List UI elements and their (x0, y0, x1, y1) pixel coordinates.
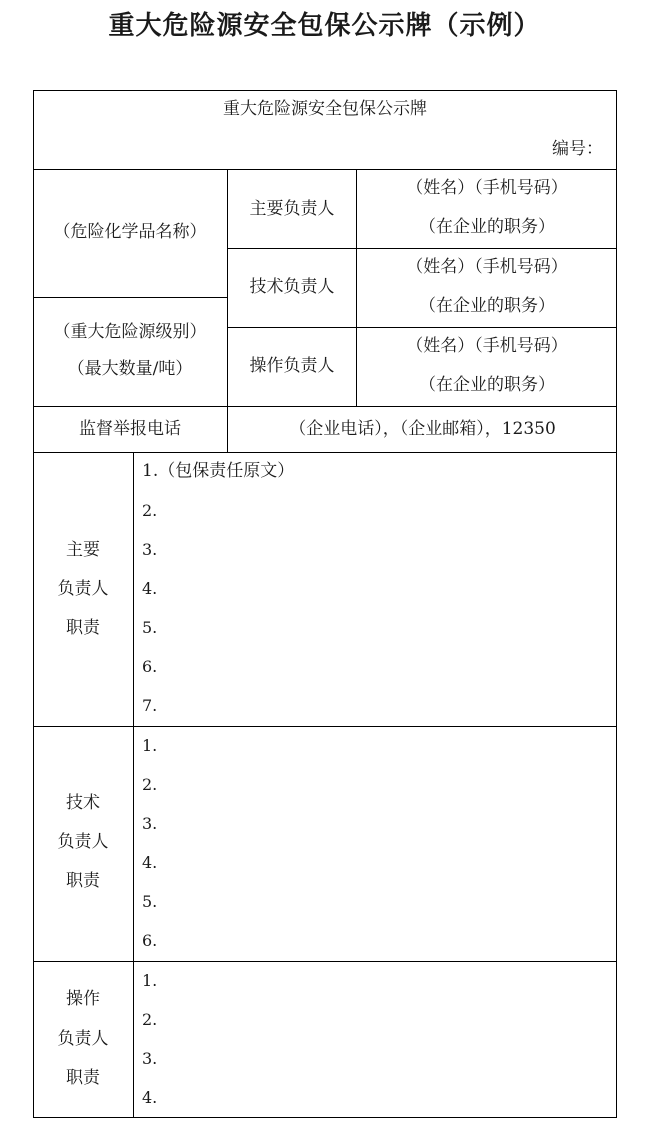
duty-item: 3. (142, 814, 158, 833)
duty-item: 1. (142, 736, 158, 755)
duty-label-line: 职责 (66, 1068, 100, 1088)
duty-item: 7. (142, 696, 158, 715)
duty-item: 4. (142, 1088, 158, 1107)
duty-label-line: 操作 (66, 989, 100, 1009)
duty-item: 3. (142, 540, 158, 559)
chemical-name-cell: （危险化学品名称） (53, 222, 207, 242)
board-heading: 重大危险源安全包保公示牌 (223, 99, 427, 119)
row-divider (33, 406, 617, 407)
person-position: （在企业的职务） (419, 217, 555, 237)
duty-item: 6. (142, 657, 158, 676)
person-contact: （姓名）（手机号码） (406, 178, 568, 198)
duty-label-line: 负责人 (57, 1029, 109, 1049)
person-role: 操作负责人 (249, 356, 335, 376)
row-divider (33, 961, 617, 962)
duty-label-line: 负责人 (57, 832, 109, 852)
duty-item: 1.（包保责任原文） (142, 461, 295, 481)
duty-label-line: 负责人 (57, 579, 109, 599)
row-divider (33, 169, 617, 170)
duty-item: 5. (142, 618, 158, 637)
column-divider (356, 169, 357, 406)
duty-item: 4. (142, 853, 158, 872)
column-divider (133, 452, 134, 1118)
hotline-label: 监督举报电话 (79, 419, 181, 439)
duty-item: 6. (142, 931, 158, 950)
duty-label-line: 职责 (66, 871, 100, 891)
duty-item: 2. (142, 501, 158, 520)
duty-item: 3. (142, 1049, 158, 1068)
duty-item: 2. (142, 775, 158, 794)
row-divider (33, 452, 617, 453)
duty-item: 5. (142, 892, 158, 911)
duty-item: 4. (142, 579, 158, 598)
duty-label-line: 职责 (66, 618, 100, 638)
duty-label-line: 技术 (66, 793, 100, 813)
row-divider (228, 327, 617, 328)
person-role: 主要负责人 (249, 199, 335, 219)
person-position: （在企业的职务） (419, 375, 555, 395)
duty-item: 1. (142, 971, 158, 990)
duty-label-line: 主要 (66, 540, 100, 560)
max-quantity-cell: （最大数量/吨） (67, 359, 193, 379)
duty-item: 2. (142, 1010, 158, 1029)
document-title: 重大危险源安全包保公示牌（示例） (108, 11, 541, 41)
person-contact: （姓名）（手机号码） (406, 257, 568, 277)
person-contact: （姓名）（手机号码） (406, 336, 568, 356)
hotline-value: （企业电话），（企业邮箱），12350 (289, 419, 556, 439)
disclosure-board-table (33, 90, 617, 1118)
board-number-label: 编号： (552, 139, 603, 159)
person-role: 技术负责人 (249, 277, 335, 297)
hazard-level-cell: （重大危险源级别） (53, 322, 207, 342)
row-divider (33, 297, 227, 298)
row-divider (33, 726, 617, 727)
person-position: （在企业的职务） (419, 296, 555, 316)
row-divider (228, 248, 617, 249)
